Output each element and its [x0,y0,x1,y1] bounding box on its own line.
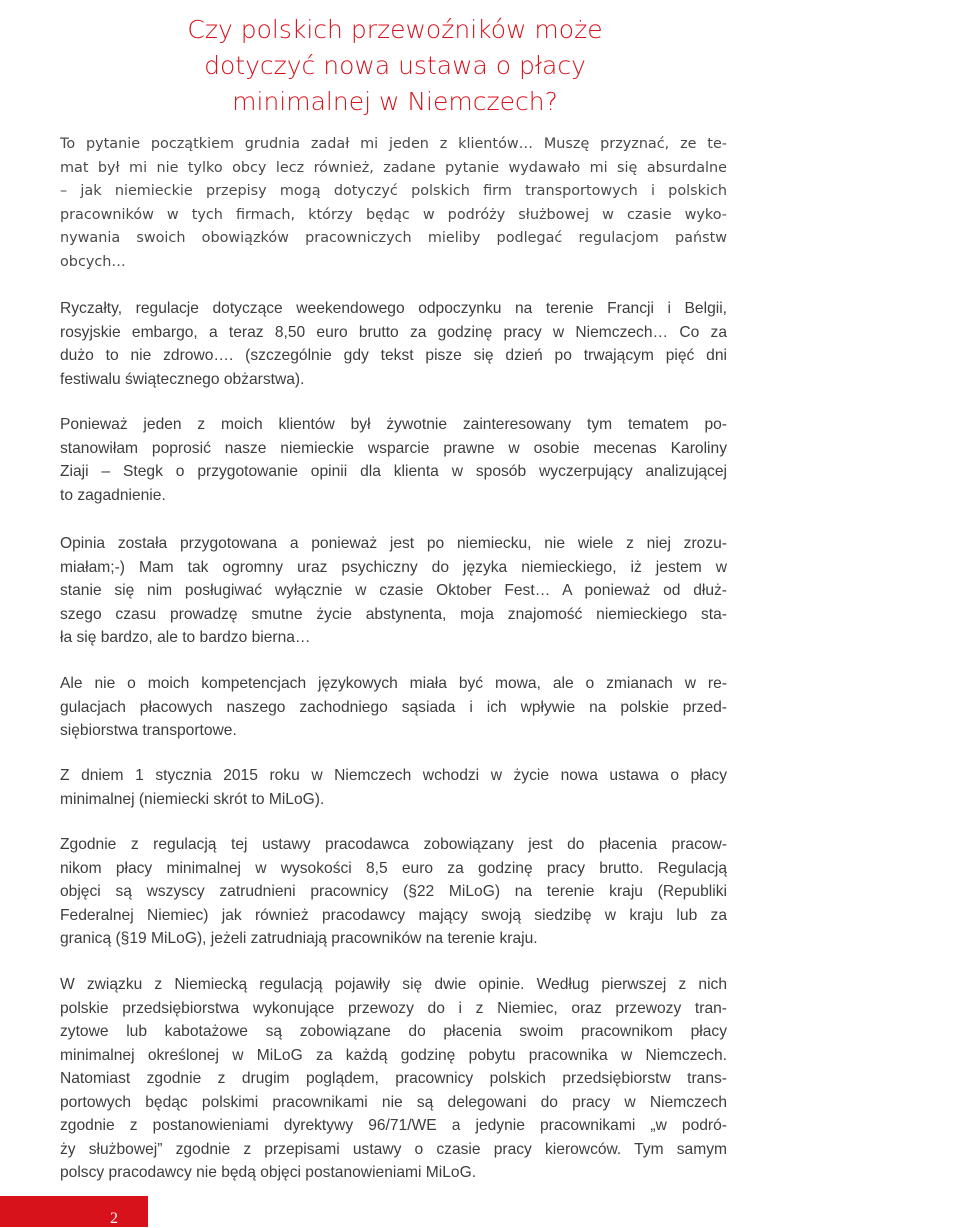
footer-accent-bar [0,1196,148,1227]
paragraph-two-opinions [60,973,727,1185]
text-line: Natomiast zgodnie z drugim poglądem, pracownicy polskich przedsiębiorstw trans- [60,1070,727,1087]
paragraph-opinion-prepared [60,532,727,650]
text-line: gulacjach płacowych naszego zachodniego sąsiada i ich wpływie na polskie przed- [60,698,727,716]
text-line: festiwalu świątecznego obżarstwa). [60,370,305,388]
text-line: rosyjskie embargo, a teraz 8,50 euro brutto za godzinę pracy w Niemczech… Co za [60,323,727,341]
text-line: Ryczałty, regulacje dotyczące weekendowego odpoczynku na terenie Francji i Belgii, [60,300,727,317]
text-line: to zagadnienie. [60,486,166,504]
paragraph-topic [60,672,727,743]
title-line: dotyczyć nowa ustawa o płacy [204,51,586,80]
paragraph-legal-opinion-request [60,413,727,507]
text-line: zgodnie z postanowieniami dyrektywy 96/71/WE a jedynie pracownikami „w podró- [60,1117,727,1134]
text-line: stanowiłam poprosić nasze niemieckie wsparcie prawne w osobie mecenas Karoliny [60,439,727,457]
text-line: polscy pracodawcy nie będą objęci postanowieniami MiLoG. [60,1164,477,1181]
title-line: minimalnej w Niemczech? [232,87,558,116]
text-line: – jak niemieckie przepisy mogą dotyczyć polskich firm transportowych i polskich [60,183,727,199]
paragraph-intro [60,133,727,274]
text-line: minimalnej określonej w MiLoG za każdą godzinę pobytu pracownika w Niemczech. [60,1046,727,1064]
text-line: miałam;-) Mam tak ogromny uraz psychiczny do języka niemieckiego, iż jestem w [60,558,727,576]
text-line: To pytanie początkiem grudnia zadał mi jeden z klientów… Muszę przyznać, ze te- [60,136,727,152]
paragraph-law-date [60,764,727,811]
article-title [150,12,640,120]
text-line: Ale nie o moich kompetencjach językowych miała być mowa, ale o zmianach w re- [60,675,727,692]
text-line: dużo to nie zdrowo…. (szczególnie gdy tekst pisze się dzień po trwającym pięć dni [60,347,727,364]
text-line: siębiorstwa transportowe. [60,722,237,739]
page-number: 2 [110,1210,118,1227]
text-line: polskie przedsiębiorstwa wykonujące przewozy do i z Niemiec, oraz przewozy tran- [60,999,727,1017]
text-line: W związku z Niemiecką regulacją pojawiły się dwie opinie. Według pierwszej z nich [60,976,727,993]
paragraph-law-scope [60,833,727,951]
text-line: Federalnej Niemiec) jak również pracodawcy mający swoją siedzibę w kraju lub za [60,906,727,924]
text-line: ła się bardzo, ale to bardzo bierna… [60,629,311,646]
text-line: pracowników w tych firmach, którzy będąc w podróży służbowej w czasie wyko- [60,206,727,223]
text-line: portowych będąc polskimi pracownikami nie są delegowani do pracy w Niemczech [60,1093,727,1111]
text-line: ży służbowej” zgodnie z przepisami ustawy o czasie pracy kierowców. Tym samym [60,1140,727,1158]
text-line: nikom płacy minimalnej w wysokości 8,5 euro za godzinę pracy brutto. Regulacją [60,859,727,877]
text-line: Zgodnie z regulacją tej ustawy pracodawca zobowiązany jest do płacenia pracow- [60,836,727,853]
text-line: minimalnej (niemiecki skrót to MiLoG). [60,790,325,808]
text-line: granicą (§19 MiLoG), jeżeli zatrudniają pracowników na terenie kraju. [60,930,538,947]
text-line: stanie się nim posługiwać wyłącznie w czasie Oktober Fest… A ponieważ od dłuż- [60,582,727,599]
text-line: szego czasu prowadzę smutne życie abstynenta, moja znajomość niemieckiego sta- [60,605,727,623]
text-line: obcych… [60,253,126,270]
text-line: Ziaji – Stegk o przygotowanie opinii dla klienta w sposób wyczerpujący analizującej [60,463,727,480]
text-line: Ponieważ jeden z moich klientów był żywotnie zainteresowany tym tematem po- [60,416,727,433]
title-line: Czy polskich przewoźników może [187,15,603,44]
text-line: zytowe lub kabotażowe są zobowiązane do płacenia swoim pracownikom płacy [60,1023,727,1040]
paragraph-context [60,297,727,391]
text-line: objęci są wszyscy zatrudnieni pracownicy (§22 MiLoG) na terenie kraju (Republiki [60,883,727,900]
text-line: Opinia została przygotowana a ponieważ jest po niemiecku, nie wiele z niej zrozu- [60,535,727,552]
text-line: mat był mi nie tylko obcy lecz również, zadane pytanie wydawało mi się absurdalne [60,159,727,176]
text-line: nywania swoich obowiązków pracowniczych mieliby podlegać regulacjom państw [60,230,727,246]
text-line: Z dniem 1 stycznia 2015 roku w Niemczech wchodzi w życie nowa ustawa o płacy [60,767,727,784]
